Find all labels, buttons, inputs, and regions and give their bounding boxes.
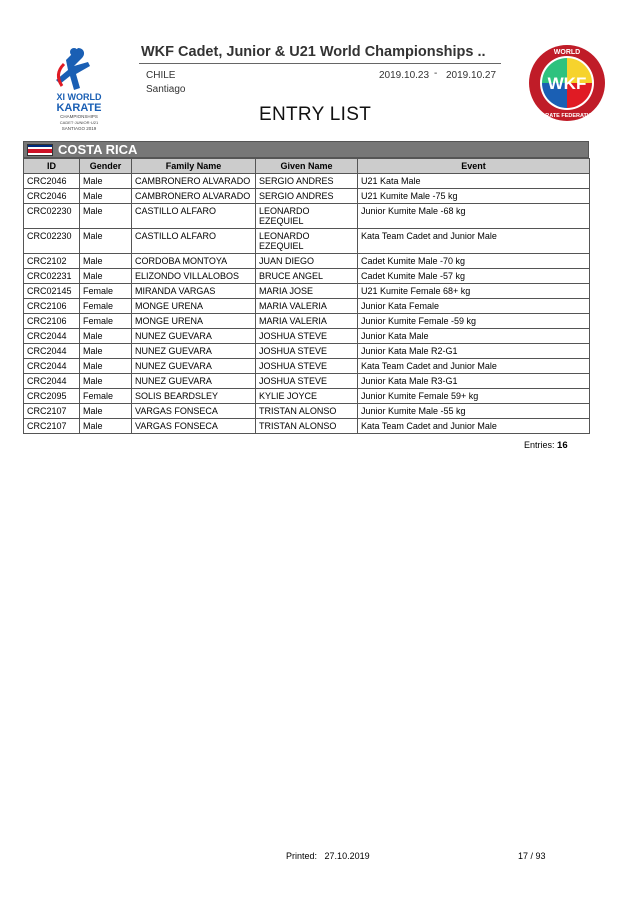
table-row — [24, 254, 590, 269]
cell-event: Kata Team Cadet and Junior Male — [358, 229, 590, 254]
event-date-separator: - — [434, 68, 438, 79]
table-row — [24, 344, 590, 359]
cell-event: Junior Kumite Female -59 kg — [358, 314, 590, 329]
cell-id: CRC2107 — [24, 419, 80, 434]
wkf-logo-top-text: WORLD — [553, 49, 581, 56]
entry-list-title: ENTRY LIST — [259, 104, 372, 125]
cell-given-name: LEONARDO EZEQUIEL — [256, 204, 358, 229]
cell-given-name: MARIA VALERIA — [256, 299, 358, 314]
cell-id: CRC02230 — [24, 204, 80, 229]
cell-id: CRC02231 — [24, 269, 80, 284]
cell-event: U21 Kumite Female 68+ kg — [358, 284, 590, 299]
cell-family-name: VARGAS FONSECA — [132, 404, 256, 419]
wkf-logo-bottom-text: KARATE FEDERATION — [537, 113, 597, 119]
cell-id: CRC02145 — [24, 284, 80, 299]
table-row — [24, 174, 590, 189]
cell-given-name: JOSHUA STEVE — [256, 344, 358, 359]
cell-given-name: JUAN DIEGO — [256, 254, 358, 269]
cell-family-name: CAMBRONERO ALVARADO — [132, 189, 256, 204]
cell-gender: Male — [80, 419, 132, 434]
table-row — [24, 359, 590, 374]
cell-family-name: VARGAS FONSECA — [132, 419, 256, 434]
cell-id: CRC2106 — [24, 314, 80, 329]
cell-gender: Female — [80, 299, 132, 314]
table-body — [24, 174, 590, 434]
page-number: 17 / 93 — [518, 851, 546, 861]
cell-given-name: MARIA JOSE — [256, 284, 358, 299]
cell-event: Junior Kumite Male -68 kg — [358, 204, 590, 229]
table-row — [24, 284, 590, 299]
table-row — [24, 314, 590, 329]
cell-id: CRC2095 — [24, 389, 80, 404]
cell-id: CRC2046 — [24, 174, 80, 189]
title-divider — [139, 63, 501, 64]
cell-given-name: TRISTAN ALONSO — [256, 419, 358, 434]
cell-id: CRC2106 — [24, 299, 80, 314]
cell-family-name: CASTILLO ALFARO — [132, 229, 256, 254]
cell-family-name: NUNEZ GUEVARA — [132, 374, 256, 389]
cell-family-name: MIRANDA VARGAS — [132, 284, 256, 299]
column-header-id: ID — [24, 159, 80, 174]
cell-given-name: SERGIO ANDRES — [256, 174, 358, 189]
team-header-bar — [23, 141, 589, 158]
cell-given-name: SERGIO ANDRES — [256, 189, 358, 204]
logo-line4: CADET·JUNIOR·U21 — [59, 120, 99, 125]
table-row — [24, 404, 590, 419]
table-row — [24, 299, 590, 314]
logo-line5: SANTIAGO 2019 — [61, 126, 97, 131]
table-header-row — [24, 159, 590, 174]
cell-given-name: BRUCE ANGEL — [256, 269, 358, 284]
entries-label: Entries: — [524, 440, 555, 450]
cell-given-name: MARIA VALERIA — [256, 314, 358, 329]
cell-id: CRC02230 — [24, 229, 80, 254]
cell-id: CRC2044 — [24, 374, 80, 389]
cell-gender: Male — [80, 404, 132, 419]
wkf-logo — [528, 44, 606, 122]
cell-event: Junior Kata Male R3-G1 — [358, 374, 590, 389]
event-city: Santiago — [146, 84, 186, 95]
cell-id: CRC2102 — [24, 254, 80, 269]
cell-event: Junior Kata Male — [358, 329, 590, 344]
cell-given-name: LEONARDO EZEQUIEL — [256, 229, 358, 254]
cell-event: Kata Team Cadet and Junior Male — [358, 419, 590, 434]
cell-event: U21 Kata Male — [358, 174, 590, 189]
cell-gender: Female — [80, 314, 132, 329]
cell-id: CRC2044 — [24, 329, 80, 344]
cell-gender: Male — [80, 329, 132, 344]
logo-line3: CHAMPIONSHIPS — [60, 114, 98, 119]
table-row — [24, 419, 590, 434]
printed-date: 27.10.2019 — [324, 851, 370, 861]
cell-given-name: KYLIE JOYCE — [256, 389, 358, 404]
world-karate-championship-logo — [44, 44, 114, 134]
cell-gender: Male — [80, 229, 132, 254]
cell-family-name: MONGE URENA — [132, 314, 256, 329]
printed-label: Printed: — [286, 851, 318, 861]
cell-family-name: CORDOBA MONTOYA — [132, 254, 256, 269]
cell-family-name: CASTILLO ALFARO — [132, 204, 256, 229]
column-header-event: Event — [358, 159, 590, 174]
cell-event: U21 Kumite Male -75 kg — [358, 189, 590, 204]
cell-event: Junior Kumite Male -55 kg — [358, 404, 590, 419]
cell-event: Junior Kumite Female 59+ kg — [358, 389, 590, 404]
cell-event: Cadet Kumite Male -57 kg — [358, 269, 590, 284]
column-header-gender: Gender — [80, 159, 132, 174]
event-date-end: 2019.10.27 — [446, 70, 497, 81]
entry-table — [23, 158, 590, 434]
cell-family-name: MONGE URENA — [132, 299, 256, 314]
cell-gender: Male — [80, 189, 132, 204]
cell-id: CRC2107 — [24, 404, 80, 419]
cell-gender: Female — [80, 389, 132, 404]
column-header-family-name: Family Name — [132, 159, 256, 174]
table-row — [24, 329, 590, 344]
event-country: CHILE — [146, 70, 176, 81]
cell-gender: Male — [80, 174, 132, 189]
cell-family-name: NUNEZ GUEVARA — [132, 329, 256, 344]
column-header-given-name: Given Name — [256, 159, 358, 174]
cell-id: CRC2044 — [24, 359, 80, 374]
cell-given-name: JOSHUA STEVE — [256, 359, 358, 374]
wkf-logo-center-text: WKF — [547, 74, 587, 93]
cell-family-name: NUNEZ GUEVARA — [132, 344, 256, 359]
cell-event: Kata Team Cadet and Junior Male — [358, 359, 590, 374]
cell-gender: Male — [80, 374, 132, 389]
cell-gender: Male — [80, 269, 132, 284]
cell-gender: Female — [80, 284, 132, 299]
cell-family-name: ELIZONDO VILLALOBOS — [132, 269, 256, 284]
cell-gender: Male — [80, 204, 132, 229]
table-row — [24, 229, 590, 254]
table-row — [24, 374, 590, 389]
costa-rica-flag-icon — [27, 144, 53, 156]
cell-event: Junior Kata Male R2-G1 — [358, 344, 590, 359]
cell-family-name: NUNEZ GUEVARA — [132, 359, 256, 374]
table-row — [24, 189, 590, 204]
entries-summary — [524, 440, 568, 451]
team-name: COSTA RICA — [58, 142, 138, 157]
cell-given-name: JOSHUA STEVE — [256, 374, 358, 389]
printed-info — [286, 851, 370, 861]
entries-count: 16 — [557, 440, 568, 451]
event-title: WKF Cadet, Junior & U21 World Championships .. — [141, 44, 486, 60]
cell-gender: Male — [80, 359, 132, 374]
table-row — [24, 389, 590, 404]
table-row — [24, 269, 590, 284]
cell-family-name: SOLIS BEARDSLEY — [132, 389, 256, 404]
cell-family-name: CAMBRONERO ALVARADO — [132, 174, 256, 189]
logo-line1: XI WORLD — [56, 92, 102, 102]
cell-gender: Male — [80, 344, 132, 359]
table-row — [24, 204, 590, 229]
cell-gender: Male — [80, 254, 132, 269]
logo-line2: KARATE — [56, 102, 102, 114]
cell-given-name: TRISTAN ALONSO — [256, 404, 358, 419]
cell-given-name: JOSHUA STEVE — [256, 329, 358, 344]
event-date-start: 2019.10.23 — [379, 70, 430, 81]
cell-id: CRC2044 — [24, 344, 80, 359]
cell-id: CRC2046 — [24, 189, 80, 204]
cell-event: Junior Kata Female — [358, 299, 590, 314]
cell-event: Cadet Kumite Male -70 kg — [358, 254, 590, 269]
